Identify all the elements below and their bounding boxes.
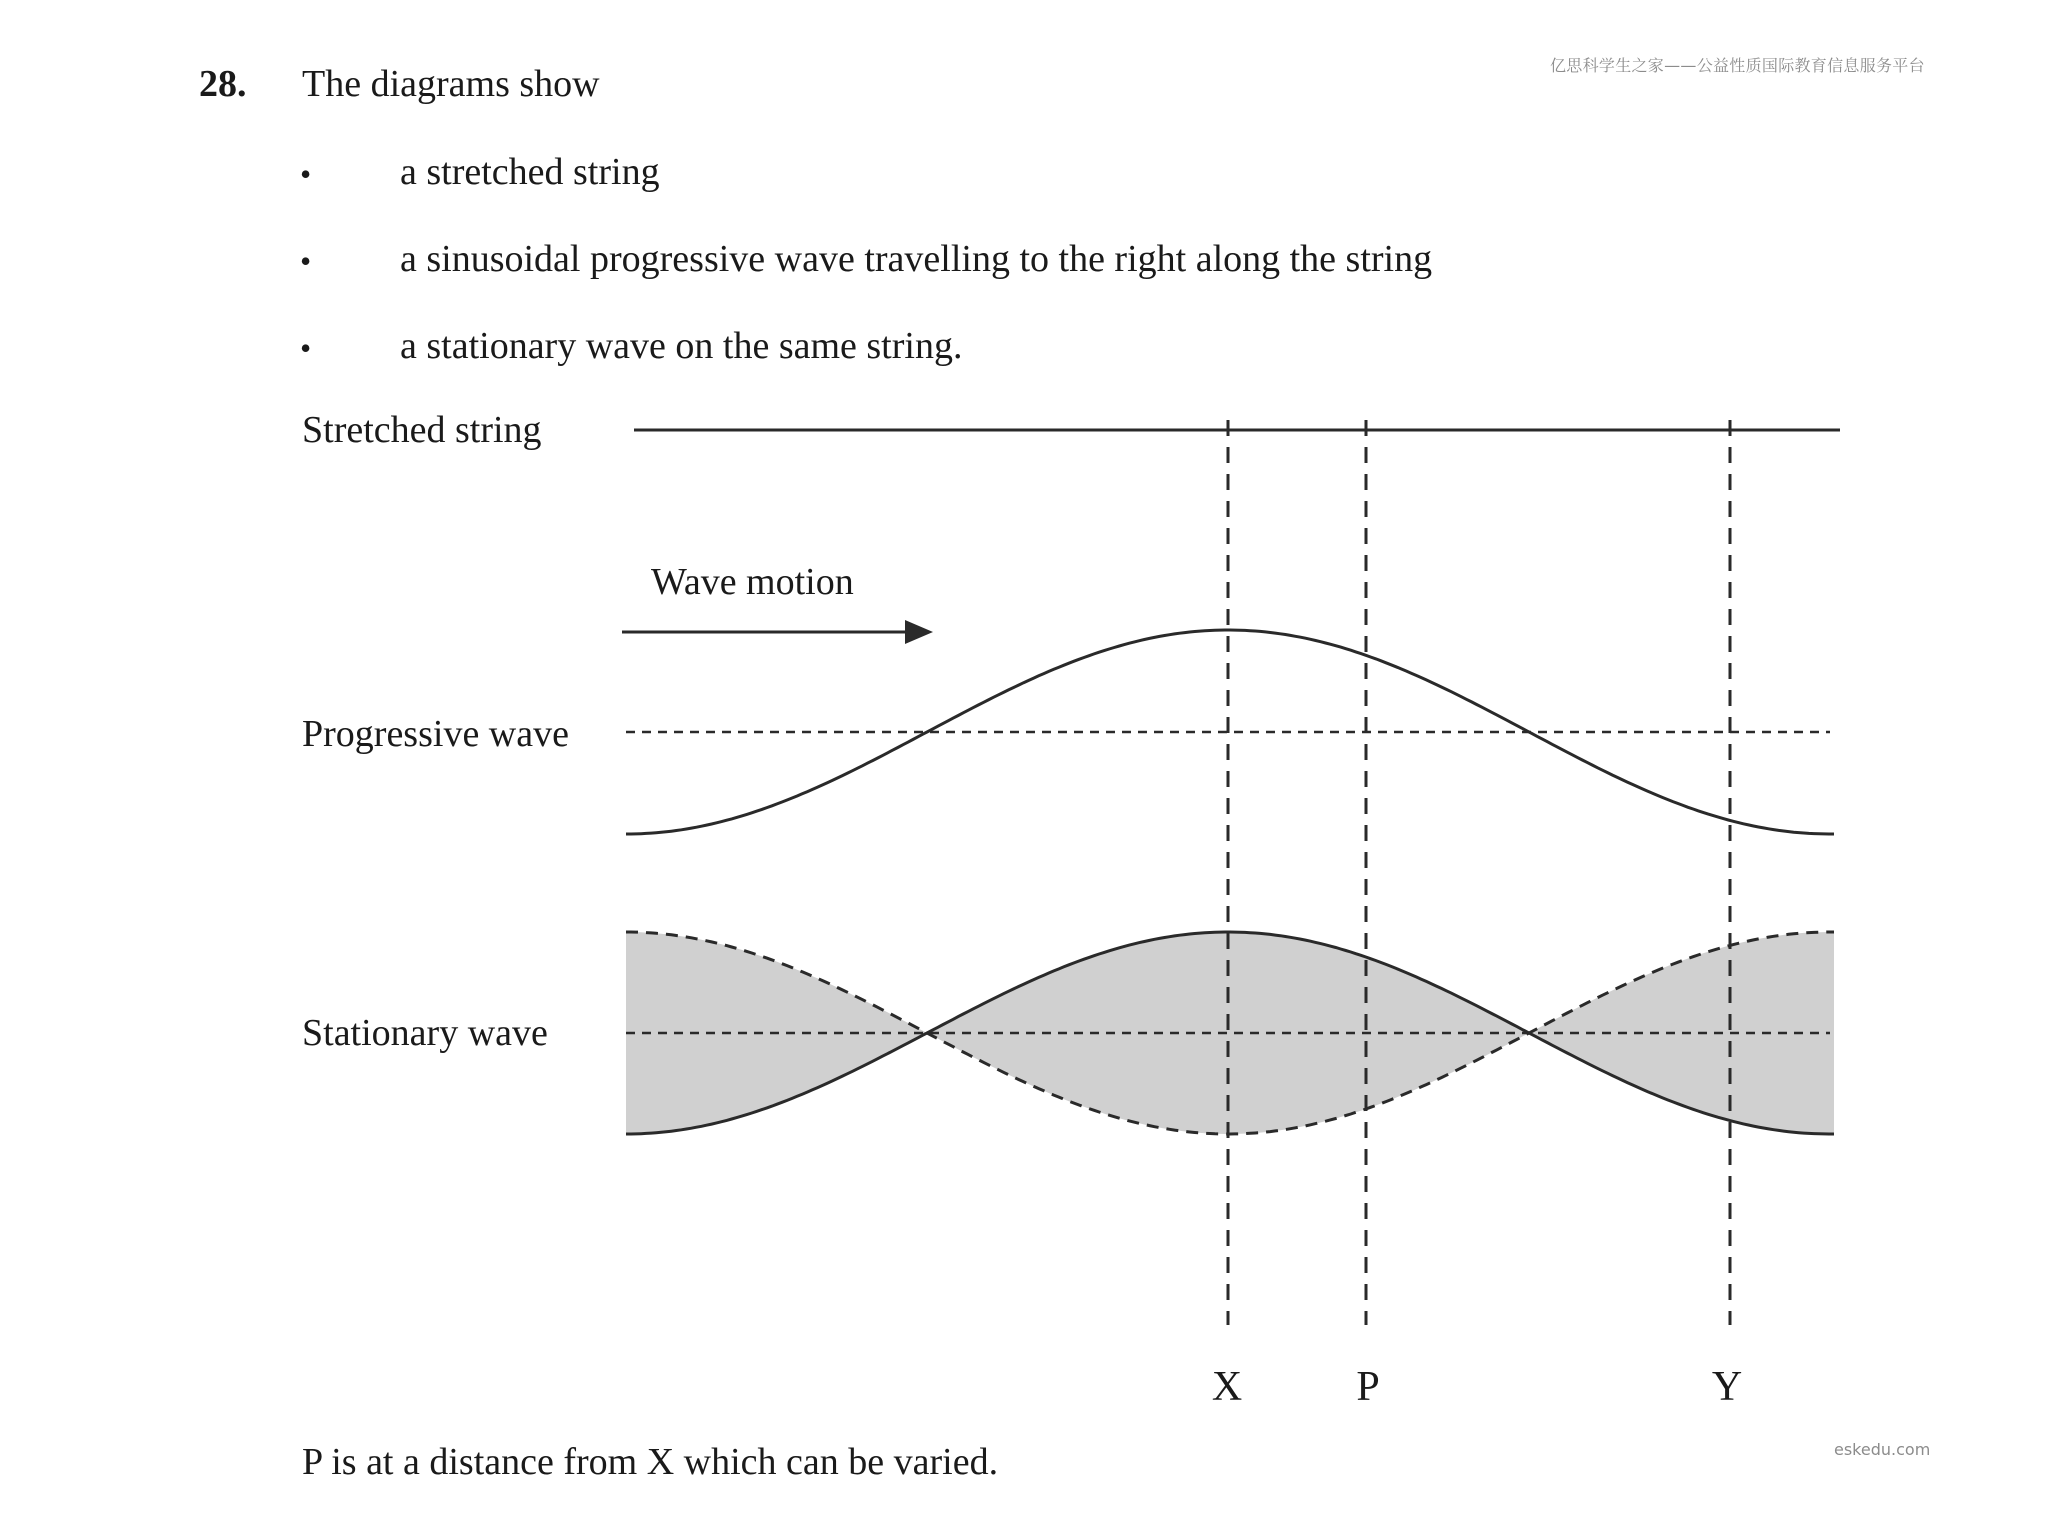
point-label-p: P xyxy=(1356,1364,1380,1410)
footer-note: P is at a distance from X which can be varied. xyxy=(302,1441,999,1483)
bullet-icon: • xyxy=(300,330,312,366)
bullet-icon: • xyxy=(300,243,312,279)
bullet-text-progressive-wave: a sinusoidal progressive wave travelling to the right along the string xyxy=(400,238,1433,280)
label-progressive-wave: Progressive wave xyxy=(302,713,569,755)
label-stationary-wave: Stationary wave xyxy=(302,1012,548,1054)
point-label-x: X xyxy=(1211,1364,1243,1410)
bullet-icon: • xyxy=(300,156,312,192)
bullet-text-stationary-wave: a stationary wave on the same string. xyxy=(400,325,963,367)
watermark-footer: eskedu.com xyxy=(1834,1440,1931,1459)
watermark-header: 亿思科学生之家——公益性质国际教育信息服务平台 xyxy=(1550,56,1925,75)
arrow-right-icon xyxy=(905,620,933,644)
question-number: 28. xyxy=(199,63,247,105)
point-label-y: Y xyxy=(1711,1364,1743,1410)
label-stretched-string: Stretched string xyxy=(302,409,542,451)
label-wave-motion: Wave motion xyxy=(651,561,854,603)
question-intro: The diagrams show xyxy=(302,63,600,105)
bullet-text-stretched-string: a stretched string xyxy=(400,151,660,193)
